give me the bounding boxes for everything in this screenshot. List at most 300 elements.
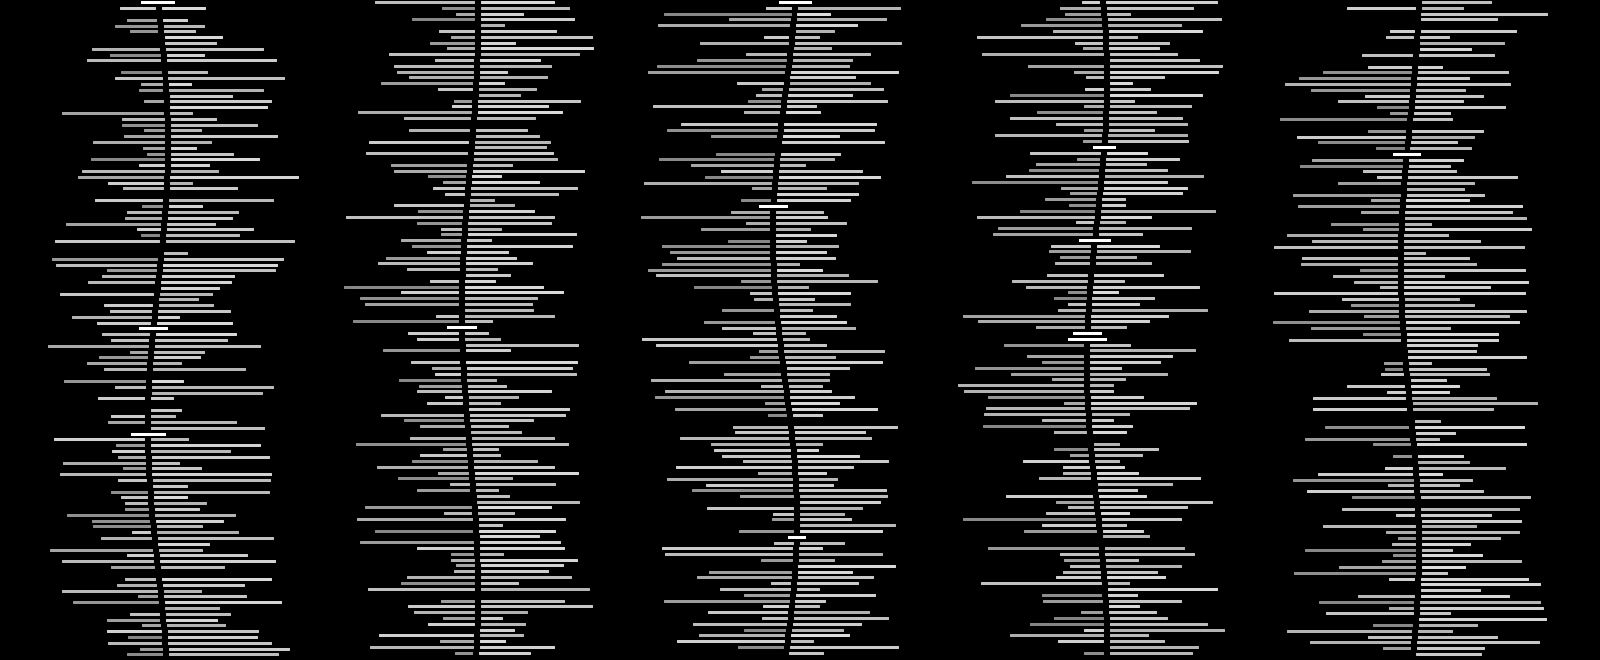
credit-role (1300, 164, 1403, 169)
credit-row (60, 583, 360, 588)
credit-name (1408, 169, 1456, 174)
credit-name (1103, 534, 1149, 539)
credit-name (469, 215, 555, 220)
credit-row (975, 302, 1275, 307)
credit-row (655, 331, 955, 336)
credit-name (799, 558, 836, 563)
credit-name (794, 46, 832, 51)
credit-row (60, 385, 360, 390)
credit-name (777, 273, 849, 278)
credit-role (763, 604, 788, 609)
credit-role (963, 517, 1095, 522)
credit-row (655, 169, 955, 174)
credit-name (154, 495, 188, 500)
credit-row (975, 145, 1275, 150)
credit-row (360, 424, 660, 429)
credit-row (60, 629, 360, 634)
credit-name (166, 47, 265, 52)
credit-name (475, 476, 512, 481)
credit-role (1043, 599, 1103, 604)
credit-role (52, 257, 158, 262)
credit-role (1364, 314, 1400, 319)
section-heading (759, 204, 788, 209)
credit-role (1396, 513, 1415, 518)
credit-row (60, 222, 360, 227)
section-heading (1393, 152, 1421, 157)
credit-name (1404, 274, 1445, 279)
credit-name (1420, 489, 1483, 494)
credits-column-4 (975, 0, 1275, 660)
credit-name (1411, 384, 1460, 389)
credit-name (472, 174, 502, 179)
credit-row (655, 628, 955, 633)
credit-row (1290, 623, 1590, 628)
credit-name (156, 332, 237, 337)
credit-name (1097, 244, 1160, 249)
credit-name (480, 75, 548, 80)
credit-row (360, 296, 660, 301)
credit-name (1094, 447, 1159, 452)
credit-row (1290, 640, 1590, 645)
credit-row (60, 274, 360, 279)
credit-name (163, 18, 188, 23)
credit-row (360, 35, 660, 40)
credit-row (1290, 372, 1590, 377)
credit-name (795, 436, 872, 441)
credit-role (1318, 140, 1405, 145)
credit-role (740, 494, 794, 499)
credit-row (975, 325, 1275, 330)
credit-row (655, 75, 955, 80)
credit-name (1416, 94, 1485, 99)
credit-name (1101, 215, 1152, 220)
credit-row (60, 76, 360, 81)
credit-row (655, 297, 955, 302)
credit-row (655, 651, 955, 656)
credit-row (655, 558, 955, 563)
credit-row (975, 645, 1275, 650)
credit-name (778, 291, 850, 296)
credit-row (655, 104, 955, 109)
credit-role (1390, 29, 1415, 34)
credit-role (1030, 622, 1104, 627)
credit-row (360, 52, 660, 57)
credit-name (170, 175, 298, 180)
credit-name (475, 145, 547, 150)
credit-row (975, 604, 1275, 609)
credit-row (360, 558, 660, 563)
credit-row (360, 232, 660, 237)
credit-name (159, 303, 215, 308)
credit-name (799, 477, 838, 482)
credit-row (975, 128, 1275, 133)
credit-role (444, 511, 472, 516)
credit-role (771, 581, 791, 586)
credit-row (1290, 454, 1590, 459)
credit-name (1417, 646, 1486, 651)
credit-role (1051, 244, 1092, 249)
credit-row (1290, 343, 1590, 348)
credit-row (60, 437, 360, 442)
credit-row (975, 110, 1275, 115)
credit-row (1290, 577, 1590, 582)
credit-name (792, 64, 850, 69)
credit-row (360, 169, 660, 174)
credit-name (1405, 314, 1509, 319)
credit-name (1106, 558, 1139, 563)
credit-row (655, 0, 955, 5)
credit-row (360, 203, 660, 208)
credit-row (60, 134, 360, 139)
credit-row (60, 361, 360, 366)
credit-row (360, 261, 660, 266)
credit-name (476, 482, 556, 487)
credit-row (360, 256, 660, 261)
credit-name (171, 134, 278, 139)
credit-name (800, 541, 845, 546)
credit-name (1414, 111, 1451, 116)
credit-name (466, 267, 499, 272)
credit-name (480, 58, 541, 63)
credit-name (790, 81, 871, 86)
credit-row (975, 122, 1275, 127)
credit-row (360, 140, 660, 145)
credit-name (1107, 575, 1166, 580)
credit-row (1290, 187, 1590, 192)
credit-role (1064, 401, 1085, 406)
credit-name (1104, 180, 1168, 185)
credit-name (788, 93, 853, 98)
credit-name (470, 203, 515, 208)
credit-name (776, 233, 837, 238)
credit-name (1092, 308, 1208, 313)
credit-row (975, 290, 1275, 295)
credit-name (481, 12, 524, 17)
credit-row (60, 53, 360, 58)
credit-name (465, 308, 534, 313)
credit-name (476, 488, 498, 493)
credit-row (1290, 65, 1590, 70)
credit-name (1421, 594, 1510, 599)
credit-row (655, 465, 955, 470)
credit-row (360, 331, 660, 336)
credit-name (168, 70, 208, 75)
credit-row (360, 343, 660, 348)
credit-name (467, 238, 492, 243)
credit-row (1290, 367, 1590, 372)
credit-row (655, 192, 955, 197)
credit-row (975, 500, 1275, 505)
credit-role (1386, 530, 1416, 535)
credit-row (1290, 548, 1590, 553)
credit-name (1412, 129, 1484, 134)
credit-name (1090, 377, 1126, 382)
credit-role (1024, 529, 1097, 534)
credit-role (118, 455, 145, 460)
credit-role (428, 622, 475, 627)
credit-row (1290, 158, 1590, 163)
credit-name (151, 449, 231, 454)
credit-role (112, 449, 146, 454)
credit-role (1274, 291, 1398, 296)
credit-role (147, 152, 165, 157)
credit-role (130, 612, 160, 617)
credit-role (1373, 442, 1411, 447)
credit-row (60, 94, 360, 99)
credit-name (481, 41, 516, 46)
credit-name (154, 355, 202, 360)
credit-row (60, 128, 360, 133)
credit-name (1419, 472, 1443, 477)
credit-name (1109, 46, 1160, 51)
credit-name (155, 338, 228, 343)
credit-role (1085, 87, 1104, 92)
credit-role (744, 628, 786, 633)
credit-row (360, 64, 660, 69)
credit-role (1056, 122, 1103, 127)
credit-row (655, 454, 955, 459)
credit-row (60, 635, 360, 640)
credit-name (797, 587, 820, 592)
credit-name (1110, 645, 1199, 650)
credit-row (975, 383, 1275, 388)
credit-row (975, 529, 1275, 534)
credit-name (1404, 262, 1477, 267)
credit-row (655, 157, 955, 162)
credit-row (975, 174, 1275, 179)
credit-row (60, 152, 360, 157)
credit-name (797, 12, 830, 17)
credit-row (360, 46, 660, 51)
credit-row (975, 99, 1275, 104)
credit-name (1109, 116, 1183, 121)
credit-role (714, 448, 791, 453)
credit-name (1408, 349, 1478, 354)
credit-row (1290, 94, 1590, 99)
credit-row (655, 279, 955, 284)
credit-row (975, 273, 1275, 278)
credit-name (1405, 222, 1433, 227)
credit-row (655, 517, 955, 522)
credit-name (1098, 488, 1137, 493)
credit-row (975, 296, 1275, 301)
credit-name (1420, 478, 1474, 483)
credit-name (1418, 70, 1509, 75)
credit-role (1029, 168, 1099, 173)
section-heading (779, 0, 812, 5)
credit-role (127, 553, 154, 558)
credit-name (780, 314, 837, 319)
credit-row (60, 210, 360, 215)
credit-role (451, 552, 474, 557)
credit-row (360, 610, 660, 615)
credit-row (975, 337, 1275, 342)
credit-role (1083, 139, 1102, 144)
credit-role (988, 395, 1084, 400)
credit-name (165, 41, 217, 46)
credit-row (975, 6, 1275, 11)
credit-role (111, 338, 149, 343)
section-heading (131, 432, 166, 437)
credit-row (1290, 442, 1590, 447)
credit-role (55, 239, 160, 244)
credit-role (993, 232, 1093, 237)
credit-role (93, 524, 150, 529)
credit-name (795, 604, 820, 609)
credit-role (401, 581, 475, 586)
credit-role (428, 174, 466, 179)
credit-row (975, 139, 1275, 144)
credit-role (1312, 239, 1398, 244)
credit-name (1092, 412, 1130, 417)
credit-name (168, 629, 259, 634)
credit-role (978, 319, 1085, 324)
credit-name (796, 29, 835, 34)
credit-role (102, 332, 150, 337)
credit-row (655, 604, 955, 609)
credit-row (360, 407, 660, 412)
credit-row (975, 58, 1275, 63)
credit-name (169, 204, 203, 209)
credit-row (360, 500, 660, 505)
credit-name (1422, 553, 1483, 558)
credit-name (1096, 255, 1137, 260)
credit-role (417, 546, 474, 551)
credit-row (975, 12, 1275, 17)
credit-row (655, 302, 955, 307)
credit-row (1290, 193, 1590, 198)
credit-row (1290, 507, 1590, 512)
credit-row (655, 506, 955, 511)
credit-name (1090, 372, 1168, 377)
credit-row (975, 552, 1275, 557)
credit-name (1102, 197, 1126, 202)
credit-row (1290, 169, 1590, 174)
credit-name (465, 302, 533, 307)
credit-row (60, 618, 360, 623)
credit-role (681, 122, 779, 127)
credit-role (95, 198, 163, 203)
credit-row (360, 517, 660, 522)
credit-row (360, 215, 660, 220)
credit-name (158, 315, 181, 320)
credit-role (394, 64, 475, 69)
credit-name (156, 519, 224, 524)
credit-name (167, 58, 277, 63)
credit-role (447, 46, 475, 51)
credit-role (675, 407, 786, 412)
credit-row (975, 255, 1275, 260)
credit-role (97, 321, 151, 326)
credit-role (1387, 390, 1406, 395)
credit-row (1290, 175, 1590, 180)
credit-row (360, 250, 660, 255)
credit-name (481, 29, 557, 34)
credit-row (60, 408, 360, 413)
credit-name (477, 116, 536, 121)
credit-name (478, 511, 514, 516)
credit-name (799, 552, 883, 557)
credit-name (466, 256, 517, 261)
credit-role (759, 349, 778, 354)
credit-role (456, 12, 475, 17)
credit-name (160, 553, 249, 558)
credit-role (741, 279, 772, 284)
credit-row (655, 58, 955, 63)
credit-name (789, 87, 884, 92)
credit-name (1108, 593, 1138, 598)
credit-role (983, 424, 1087, 429)
credit-role (108, 181, 164, 186)
credit-name (787, 99, 888, 104)
credit-name (1422, 548, 1453, 553)
credit-row (655, 186, 955, 191)
credit-name (1418, 460, 1470, 465)
credit-name (784, 343, 827, 348)
credit-row (60, 507, 360, 512)
credit-name (1109, 604, 1140, 609)
credit-row (60, 6, 360, 11)
credit-row (360, 209, 660, 214)
credit-name (1421, 588, 1481, 593)
credit-row (975, 494, 1275, 499)
credit-name (795, 599, 825, 604)
credit-role (665, 389, 784, 394)
credit-row (60, 227, 360, 232)
credit-name (1103, 191, 1182, 196)
credit-name (1107, 570, 1158, 575)
credit-name (782, 326, 856, 331)
credit-role (1299, 76, 1411, 81)
credit-role (73, 600, 159, 605)
credit-name (151, 420, 237, 425)
credit-row (975, 453, 1275, 458)
credit-role (706, 483, 793, 488)
credit-name (1109, 610, 1157, 615)
credit-name (797, 448, 819, 453)
credit-row (975, 412, 1275, 417)
credit-row (1290, 600, 1590, 605)
credit-name (793, 622, 862, 627)
credit-name (171, 157, 260, 162)
credit-role (125, 577, 156, 582)
credit-role (1060, 552, 1100, 557)
credit-role (1285, 82, 1411, 87)
credit-name (1109, 110, 1157, 115)
credit-row (60, 70, 360, 75)
credit-name (161, 565, 225, 570)
credit-name (1415, 99, 1464, 104)
credit-row (975, 168, 1275, 173)
credit-row (1290, 553, 1590, 558)
credit-row (655, 448, 955, 453)
credit-row (360, 651, 660, 656)
credit-name (167, 53, 206, 58)
credit-role (439, 29, 475, 34)
credit-row (60, 29, 360, 34)
credit-row (655, 564, 955, 569)
credit-name (170, 186, 239, 191)
credit-role (407, 267, 460, 272)
credit-row (655, 285, 955, 290)
credit-row (60, 443, 360, 448)
credit-name (1107, 12, 1131, 17)
credit-name (466, 343, 580, 348)
credit-name (467, 250, 510, 255)
credit-row (655, 140, 955, 145)
credit-name (797, 581, 859, 586)
credit-role (360, 540, 474, 545)
